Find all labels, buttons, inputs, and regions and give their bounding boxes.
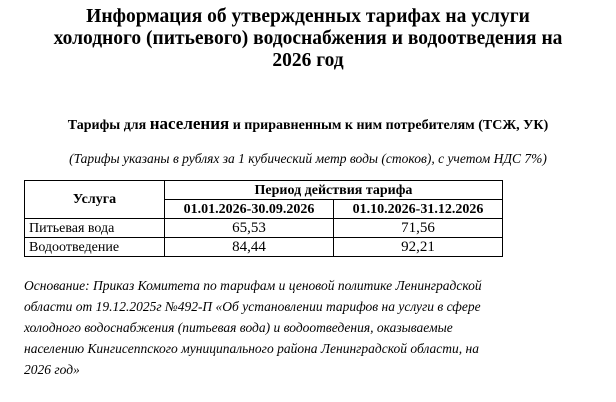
table-header-row <box>25 181 503 200</box>
basis-line-5: 2026 год» <box>24 362 80 377</box>
header-period: Период действия тарифа <box>165 181 503 200</box>
basis-line-3: холодного водоснабжения (питьевая вода) и водоотведения, оказываемые <box>24 320 453 335</box>
title-line-1: Информация об утвержденных тарифах на услуги <box>86 6 530 27</box>
header-period-1: 01.01.2026-30.09.2026 <box>165 200 334 219</box>
tariff-table <box>24 180 503 257</box>
table-row <box>25 238 503 257</box>
table-row <box>25 219 503 238</box>
tariff-value: 71,56 <box>334 219 503 238</box>
tariff-value: 92,21 <box>334 238 503 257</box>
header-period-2: 01.10.2026-31.12.2026 <box>334 200 503 219</box>
tariff-subtitle <box>0 115 616 135</box>
header-service: Услуга <box>25 181 165 219</box>
title-line-2: холодного (питьевого) водоснабжения и водоотведения на <box>53 28 563 49</box>
basis-line-1: Основание: Приказ Комитета по тарифам и ценовой политике Ленинградской <box>24 278 482 293</box>
legal-basis <box>24 275 604 380</box>
units-note: (Тарифы указаны в рублях за 1 кубический метр воды (стоков), с учетом НДС 7%) <box>69 151 547 166</box>
tariff-value: 84,44 <box>165 238 334 257</box>
subtitle-part-1: Тарифы для <box>67 118 150 133</box>
page-title <box>0 6 616 72</box>
subtitle-part-2: и приравненным к ним потребителям (ТСЖ, УК) <box>229 118 549 133</box>
basis-line-2: области от 19.12.2025г №492-П «Об установлении тарифов на услуги в сфере <box>24 299 481 314</box>
service-name: Водоотведение <box>25 238 165 257</box>
subtitle-emphasis: населения <box>149 114 230 133</box>
title-line-3: 2026 год <box>272 50 344 71</box>
tariff-value: 65,53 <box>165 219 334 238</box>
service-name: Питьевая вода <box>25 219 165 238</box>
basis-line-4: населению Кингисеппского муниципального района Ленинградской области, на <box>24 341 479 356</box>
